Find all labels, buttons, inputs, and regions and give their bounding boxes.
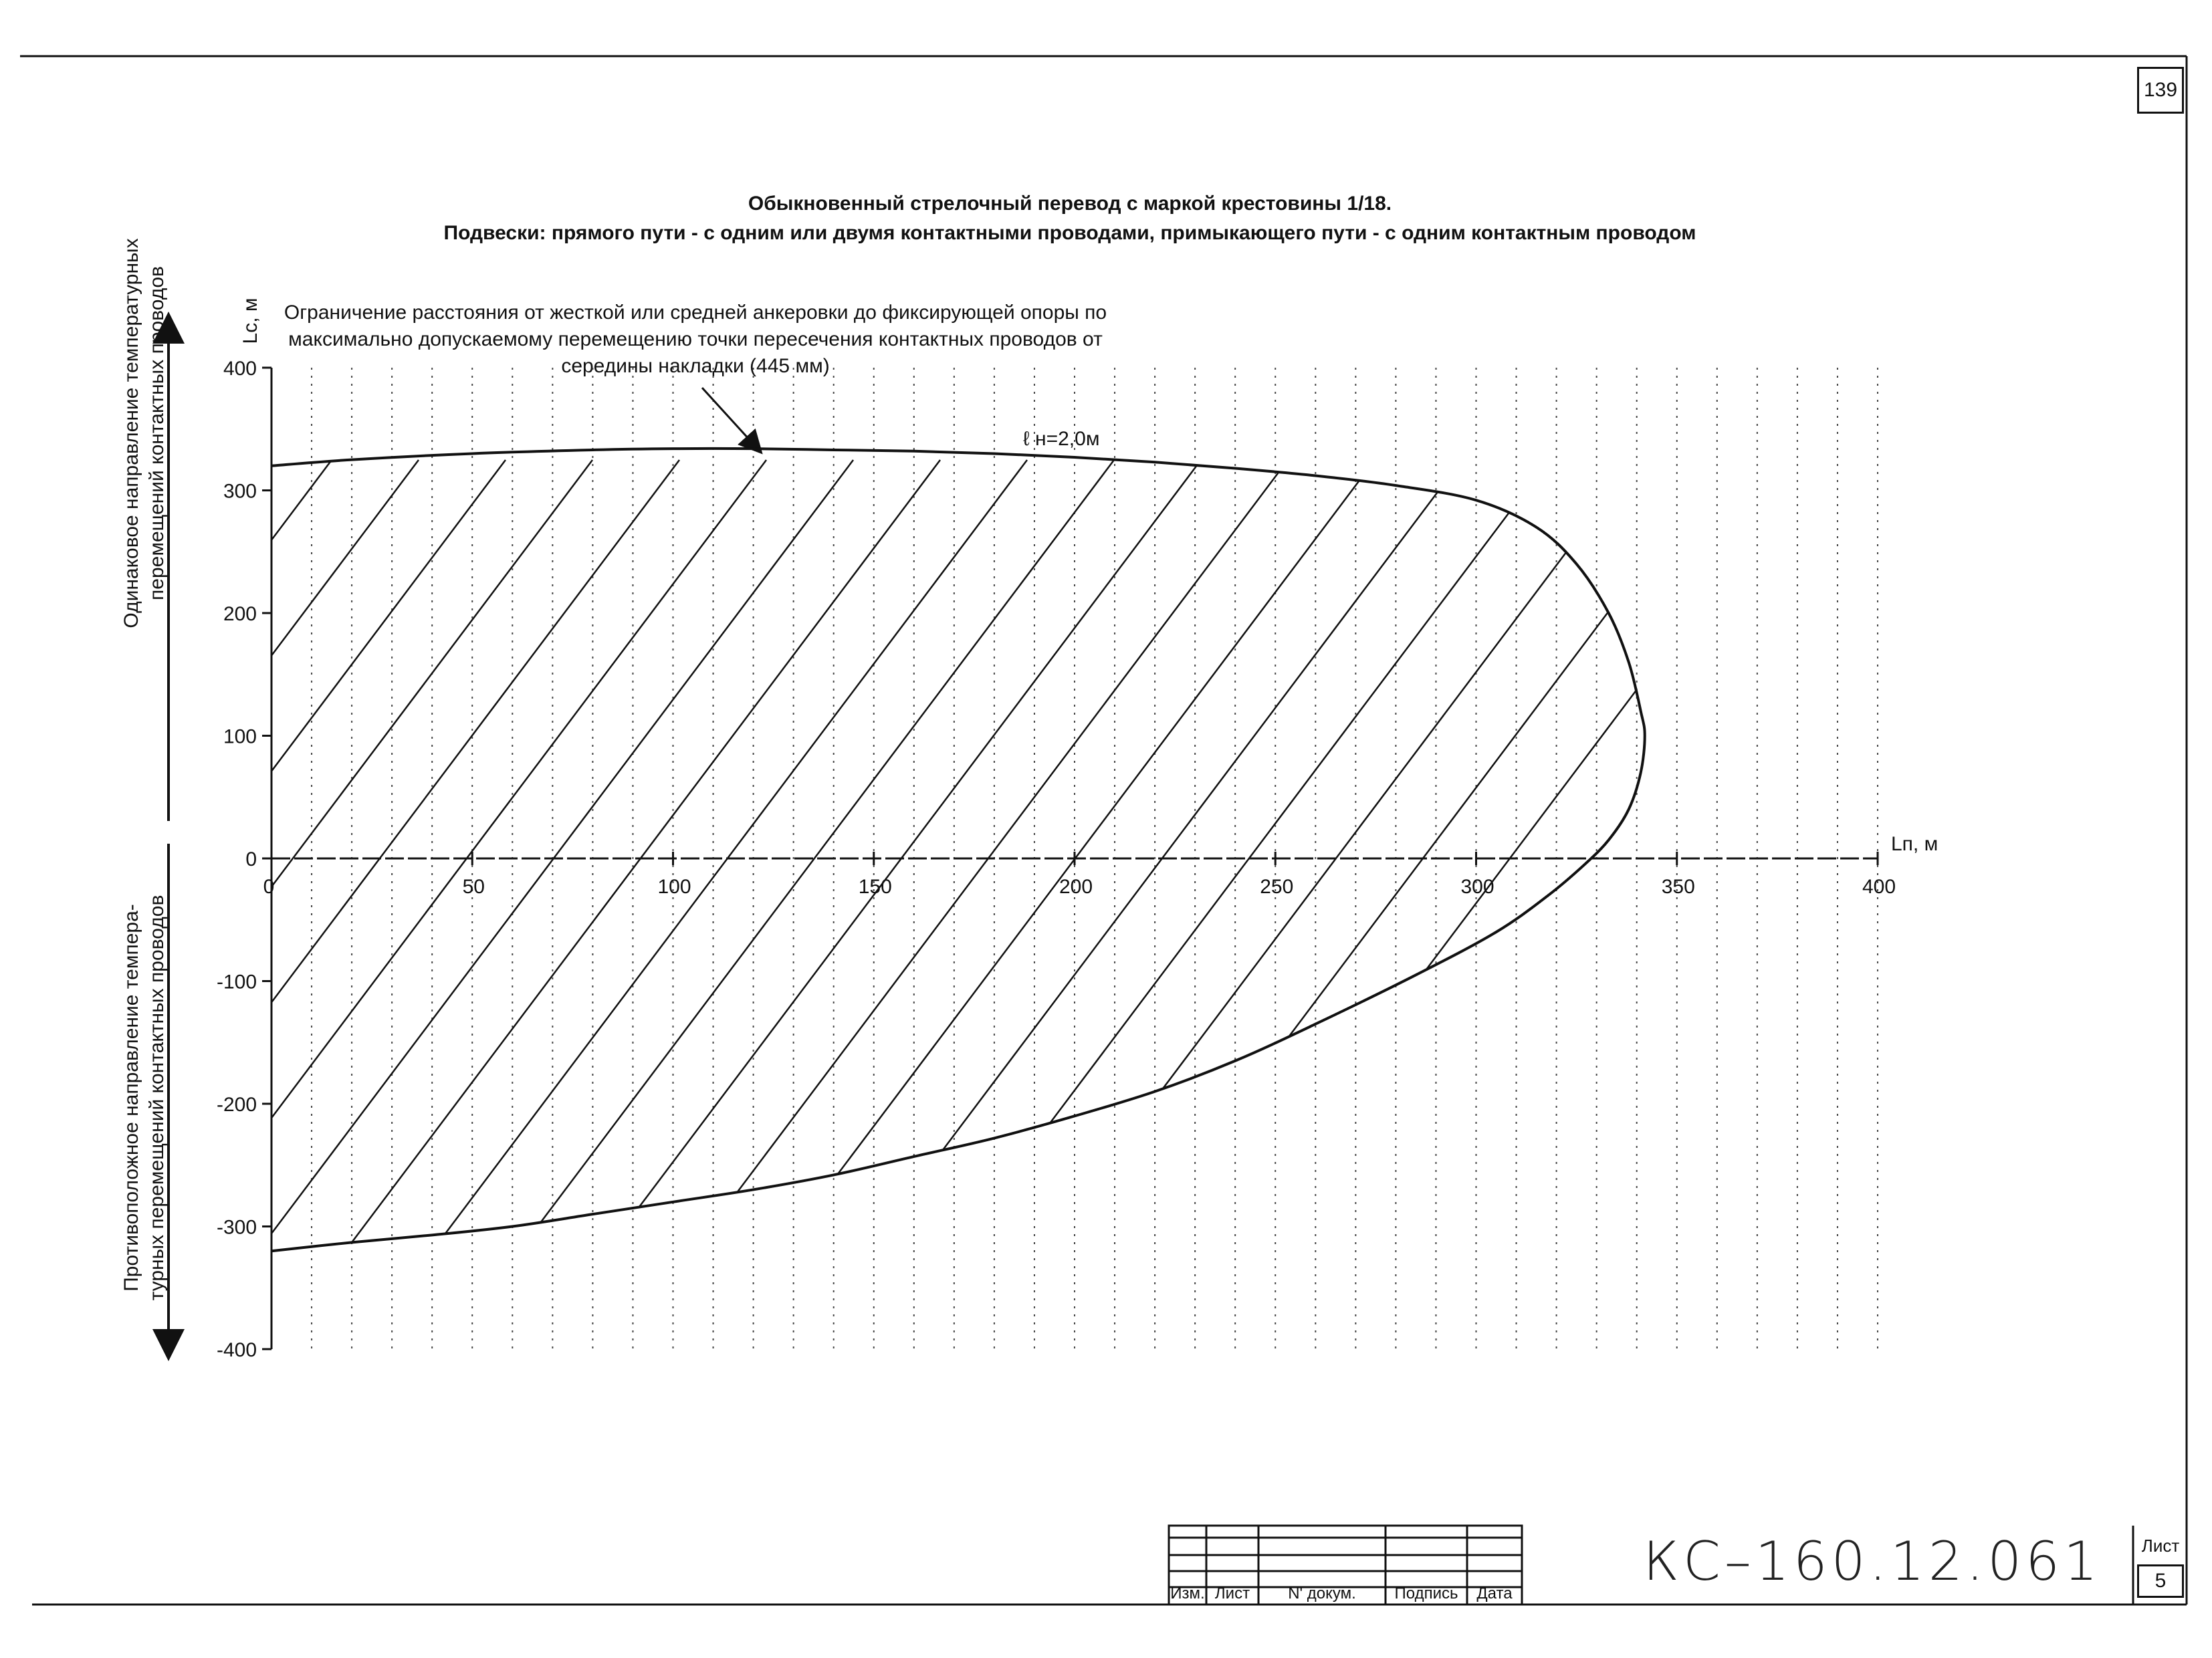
chart-title-line1: Обыкновенный стрелочный перевод с маркой крестовины 1/18. (748, 193, 1392, 215)
lower-side-label-line1: Противоположное направление темпера- (120, 904, 142, 1292)
stamp-col-list: Лист (1214, 1584, 1250, 1603)
y-axis-label: Lс, м (239, 298, 261, 344)
x-tick-label: 400 (1862, 876, 1896, 898)
upper-side-label-line1: Одинаковое направление температурных (120, 238, 142, 628)
sheet-label: Лист (2141, 1536, 2180, 1556)
y-tick-label: -100 (216, 971, 257, 993)
x-tick-label: 200 (1059, 876, 1093, 898)
y-tick-label: 100 (223, 725, 257, 748)
x-tick-label: 250 (1260, 876, 1294, 898)
sheet-value: 5 (2137, 1564, 2184, 1598)
stamp-col-sign: Подпись (1394, 1584, 1458, 1603)
y-tick-label: -400 (216, 1339, 257, 1361)
x-axis-label: Lп, м (1891, 833, 1939, 855)
y-tick-label: -300 (216, 1216, 257, 1239)
stamp-col-date: Дата (1476, 1584, 1513, 1603)
upper-side-label-line2: перемещений контактных проводов (146, 266, 168, 600)
curve-label: ℓ н=2,0м (1023, 428, 1100, 450)
x-tick-label: 350 (1661, 876, 1695, 898)
y-tick-label: 400 (223, 358, 257, 380)
stamp-col-izm: Изм. (1170, 1584, 1205, 1603)
boundary-annotation: Ограничение расстояния от жесткой или средней анкеровки до фиксирующей опоры по максимально допускаемому перемещению точки пересечения контактных проводов от середины накладки (445 мм) (284, 302, 1107, 377)
lower-side-label-line2: турных перемещений контактных проводов (146, 895, 168, 1301)
y-tick-label: -200 (216, 1094, 257, 1116)
document-code: КС–160.12.061 (1643, 1530, 2102, 1592)
x-tick-label: 0 (263, 876, 275, 898)
y-tick-label: 200 (223, 603, 257, 625)
chart-title-line2: Подвески: прямого пути - с одним или двумя контактными проводами, примыкающего пути - с одним контактным проводом (443, 222, 1696, 244)
sheet-number: 139 (2137, 67, 2184, 114)
x-tick-label: 300 (1460, 876, 1495, 898)
stamp-col-doc: N' докум. (1288, 1584, 1356, 1603)
y-tick-label: 300 (223, 480, 257, 503)
x-tick-label: 50 (462, 876, 485, 898)
x-tick-label: 150 (858, 876, 892, 898)
y-tick-label: 0 (245, 848, 257, 870)
x-tick-label: 100 (657, 876, 691, 898)
